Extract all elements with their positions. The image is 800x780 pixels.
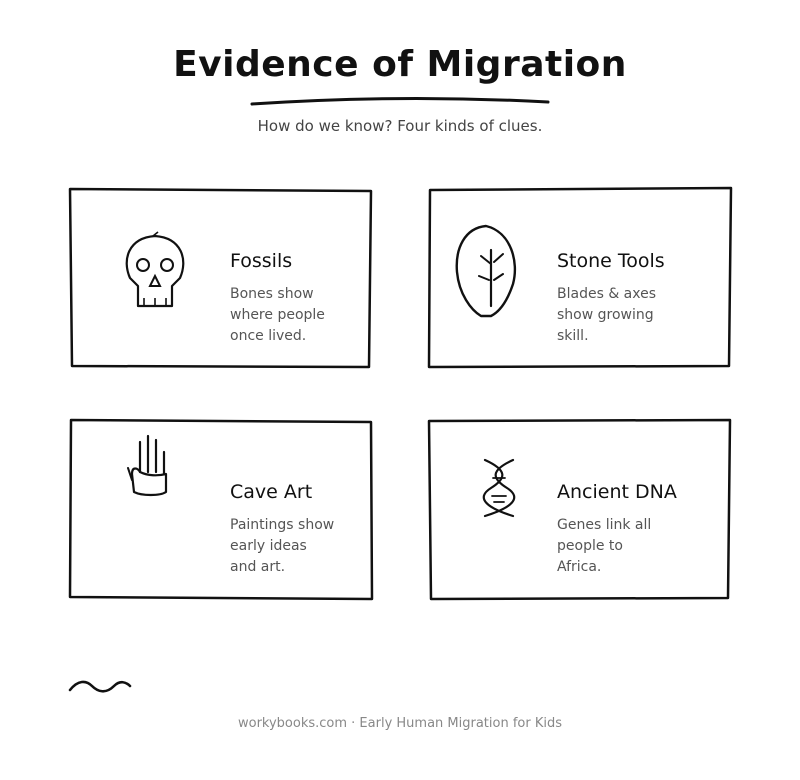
stone-blade-icon xyxy=(451,222,521,322)
card-description: Genes link all people to Africa. xyxy=(557,517,652,575)
footer-credit: workybooks.com · Early Human Migration for Kids xyxy=(237,716,563,731)
card-title: Fossils xyxy=(230,250,293,272)
card-title: Ancient DNA xyxy=(557,481,677,503)
card-ancient-dna xyxy=(427,418,733,601)
page-subtitle: How do we know? Four kinds of clues. xyxy=(257,117,543,135)
dna-helix-icon xyxy=(477,456,521,520)
wave-decoration xyxy=(68,680,132,696)
card-fossils xyxy=(68,186,374,369)
card-cave-art xyxy=(68,418,374,601)
card-description: Bones show where people once lived. xyxy=(230,286,325,344)
card-description: Blades & axes show growing skill. xyxy=(557,286,657,344)
card-title: Cave Art xyxy=(230,481,313,503)
card-frame xyxy=(68,186,374,369)
skull-icon xyxy=(120,230,190,310)
title-underline xyxy=(250,96,550,110)
page-title: Evidence of Migration xyxy=(173,44,627,85)
handprint-icon xyxy=(124,434,174,498)
card-stone-tools xyxy=(427,186,733,369)
card-description: Paintings show early ideas and art. xyxy=(230,517,335,575)
card-title: Stone Tools xyxy=(557,250,665,272)
